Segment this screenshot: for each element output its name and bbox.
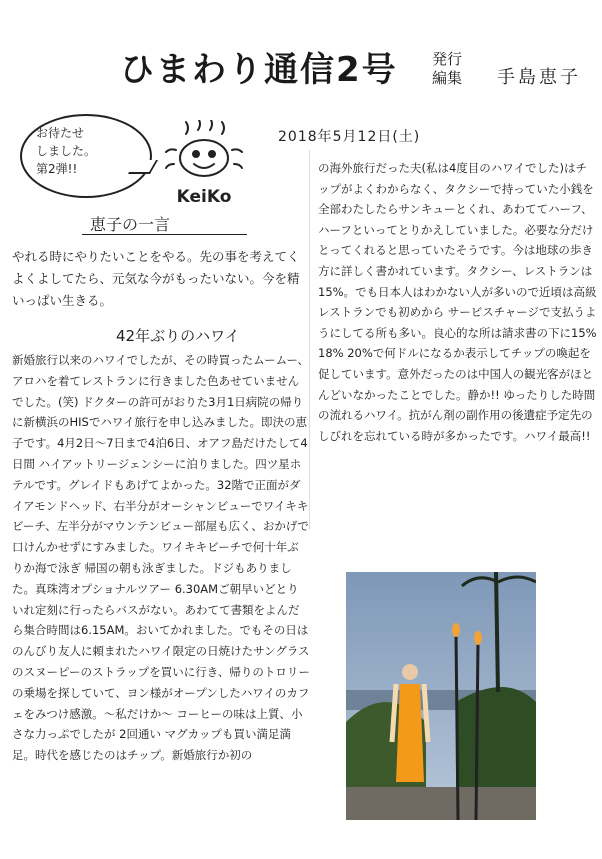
- article-body-left: 新婚旅行以来のハワイでしたが、その時買ったムームー、アロハを着てレストランに行きました色あせていませんでした。(笑) ドクターの許可がおりた3月1日病院の帰りに新横浜のHISでハワイ旅行を申し込みました。即決の恵子です。4月2日〜7日まで4泊6日、オアフ島だけたして4日間 ハイアットリージェンシーに泊りました。四ツ星ホテルです。グレイドもあげてよかった。32階で正面がダイアモンドヘッド、右半分がオーシャンビューでワイキキビーチ、左半分がマウンテンビュー部屋も広く、おかげで口けんかせずにすみました。ワイキキビーチで何十年ぶりか海で泳ぎ 帰国の朝も泳ぎました。ドジもありました。真珠湾オプショナルツアー 6.30AMご朝早いどとりいれ定刻に行ったらバスがない。あわてて書類をよんだら集合時間は6.15AM。おいてかれました。でもその日はのんびり友人に頼まれたハワイ限定の日焼けたサングラスのスヌーピーのストラップを買いに行き、帰りのトロリーの乗場を探していて、ヨン様がオープンしたハワイのカフェをみつけ感激。〜私だけか〜 コーヒーの味は上質、小さな力っぷでしたが 2回通い マグカップも買い満足満足。時代を感じたのはチップ。新婚旅行か初の: [12, 353, 310, 763]
- bubble-line: 第2弾!!: [36, 162, 78, 176]
- publisher-name: 手島恵子: [497, 67, 581, 88]
- article-body-right: の海外旅行だった夫(私は4度目のハワイでした)はチップがよくわからなく、タクシーで持っていた小銭を全部わたしたらサンキューとくれ、あわててハーフ、ハーフといってとりかえしていました。必要な分だけとってくれると思っていたそうです。今は地球の歩き方に詳しく書かれています。タクシー、レストランは15%。でも日本人はわかない人が多いので近頃は高級レストランでも初めから サービスチャージで支払うようにしてる所も多い。良心的な所は請求書の下に15% 18% 20%で何ドルになるか表示してチップの喚起を促しています。意外だったのは中国人の観光客がほとんどいなかったことでした。静か!! ゆったりした時間の流れるハワイ。抗がん剤の副作用の後遺症予定先のしびれを忘れている時が多かったです。ハワイ最高!!: [318, 161, 597, 443]
- speech-bubble-text: [36, 124, 146, 178]
- logo-text: KeiKo: [176, 187, 232, 207]
- bubble-line: お待たせ: [36, 126, 85, 140]
- sunflower-face-icon: [164, 120, 244, 210]
- section-heading-hawaii: 42年ぶりのハワイ: [116, 327, 240, 345]
- heading-underline: [82, 234, 247, 235]
- kotoba-text: やれる時にやりたいことをやる。先の事を考えてくよくよしてたら、元気な今がもったいない。今を精いっぱい生きる。: [12, 249, 300, 308]
- section-heading-kotoba: 恵子の一言: [90, 215, 171, 234]
- newsletter-title: ひまわり通信2号: [120, 50, 398, 90]
- hawaii-photo: [346, 572, 536, 820]
- column-divider: [309, 150, 310, 530]
- bubble-line: しました。: [36, 144, 97, 158]
- role-editor: 編集: [432, 69, 463, 87]
- role-issuer: 発行: [432, 50, 463, 68]
- publisher-roles: [432, 50, 472, 88]
- issue-date: 2018年5月12日(土): [278, 129, 421, 145]
